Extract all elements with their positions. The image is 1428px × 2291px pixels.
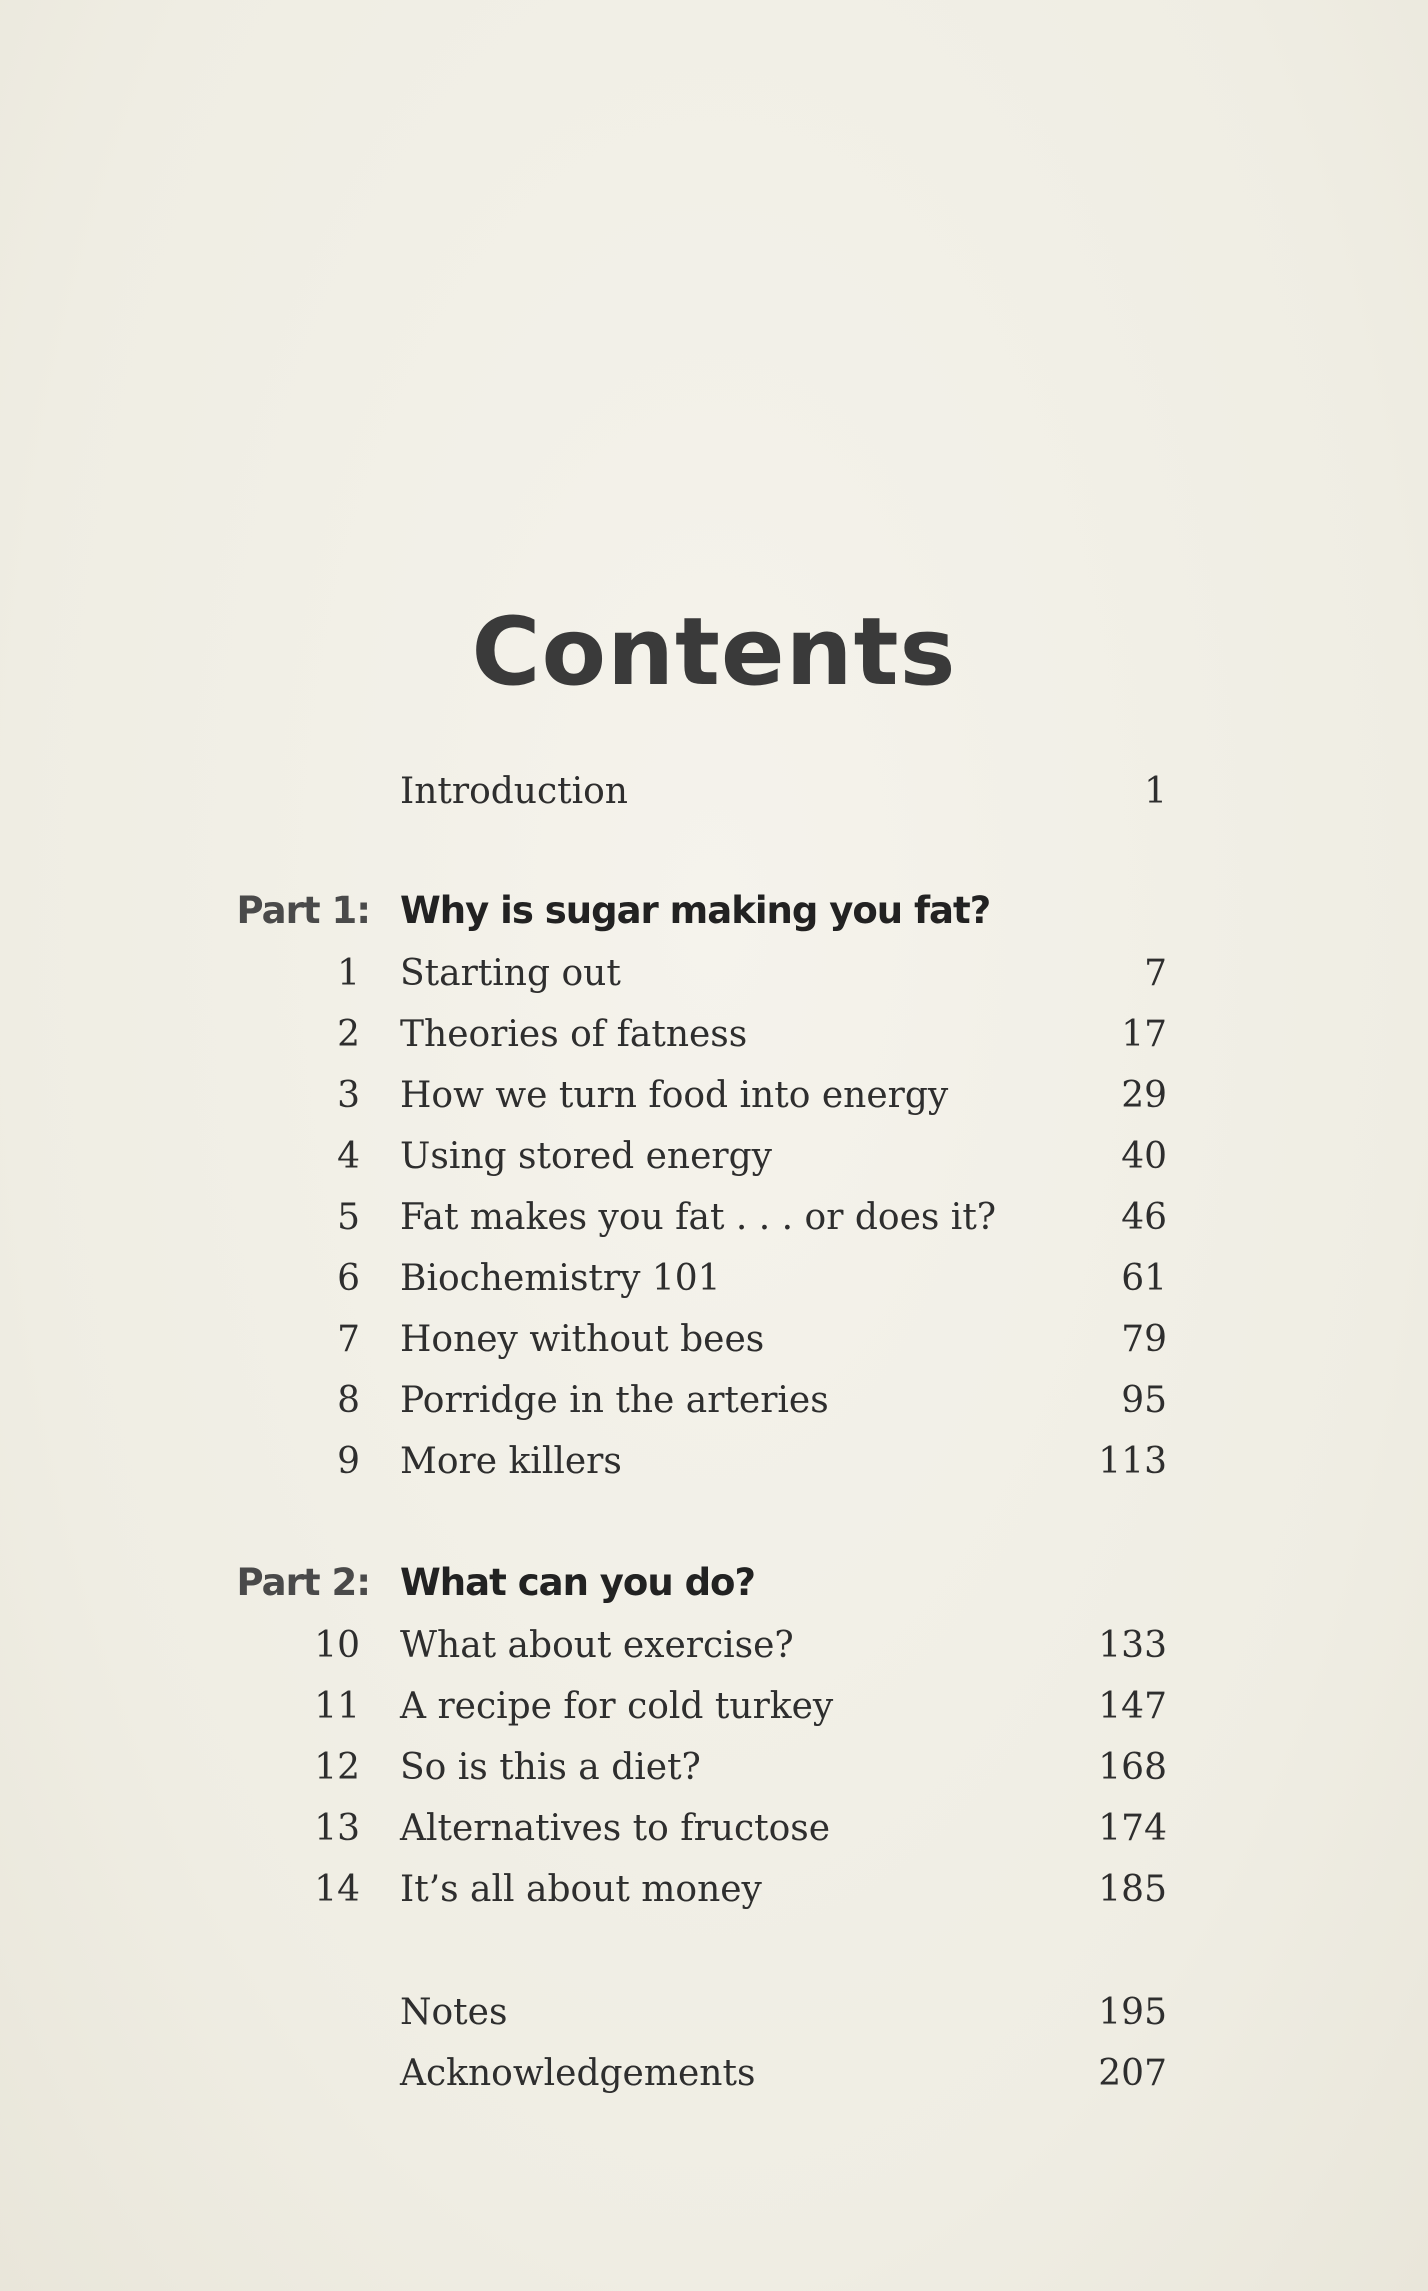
toc-page-number: 29 — [1121, 1075, 1167, 1116]
part-title: Why is sugar making you fat? — [400, 889, 991, 932]
toc-entry-label: Theories of fatness — [400, 1014, 748, 1055]
toc-page-number: 7 — [1144, 953, 1167, 994]
toc-entry[interactable] — [0, 1864, 1428, 1916]
toc-entry[interactable] — [0, 1253, 1428, 1305]
toc-entry[interactable] — [0, 948, 1428, 1000]
part-2-heading — [0, 1553, 1428, 1613]
toc-page-number: 61 — [1121, 1258, 1167, 1299]
toc-page-number: 79 — [1121, 1319, 1167, 1360]
toc-entry-label: It’s all about money — [400, 1869, 762, 1910]
toc-page-number: 1 — [1144, 771, 1167, 812]
toc-page-number: 168 — [1098, 1747, 1167, 1788]
chapter-number: 7 — [337, 1319, 360, 1360]
toc-entry-label: More killers — [400, 1441, 622, 1482]
toc-entry[interactable] — [0, 1803, 1428, 1855]
part-title: What can you do? — [400, 1561, 755, 1604]
toc-page-number: 113 — [1098, 1441, 1167, 1482]
toc-entry[interactable] — [0, 1742, 1428, 1794]
chapter-number: 2 — [337, 1014, 360, 1055]
toc-entry[interactable] — [0, 1070, 1428, 1122]
chapter-number: 9 — [337, 1441, 360, 1482]
toc-entry-notes[interactable] — [0, 1987, 1428, 2039]
chapter-number: 11 — [314, 1686, 360, 1727]
chapter-number: 14 — [314, 1869, 360, 1910]
toc-entry[interactable] — [0, 1436, 1428, 1488]
toc-entry-label: Acknowledgements — [400, 2053, 756, 2094]
toc-entry-label: Porridge in the arteries — [400, 1380, 829, 1421]
toc-entry-label: How we turn food into energy — [400, 1075, 949, 1116]
page-title: Contents — [471, 598, 957, 707]
toc-entry[interactable] — [0, 1681, 1428, 1733]
toc-entry[interactable] — [0, 1314, 1428, 1366]
toc-entry-label: What about exercise? — [400, 1625, 794, 1666]
toc-page-number: 185 — [1098, 1869, 1167, 1910]
part-label: Part 2: — [236, 1561, 370, 1604]
toc-page-number: 195 — [1098, 1992, 1167, 2033]
toc-entry-label: Honey without bees — [400, 1319, 765, 1360]
part-1-heading — [0, 881, 1428, 941]
toc-page-number: 95 — [1121, 1380, 1167, 1421]
toc-entry[interactable] — [0, 1192, 1428, 1244]
chapter-number: 3 — [337, 1075, 360, 1116]
chapter-number: 5 — [337, 1197, 360, 1238]
toc-page-number: 207 — [1098, 2053, 1167, 2094]
chapter-number: 1 — [337, 953, 360, 994]
toc-entry-label: Fat makes you fat . . . or does it? — [400, 1197, 997, 1238]
toc-page-number: 147 — [1098, 1686, 1167, 1727]
toc-page-number: 46 — [1121, 1197, 1167, 1238]
toc-page-number: 17 — [1121, 1014, 1167, 1055]
toc-page-number: 133 — [1098, 1625, 1167, 1666]
chapter-number: 13 — [314, 1808, 360, 1849]
chapter-number: 10 — [314, 1625, 360, 1666]
chapter-number: 4 — [337, 1136, 360, 1177]
toc-entry-introduction[interactable] — [0, 766, 1428, 818]
toc-entry-label: So is this a diet? — [400, 1747, 701, 1788]
toc-entry-label: Introduction — [400, 771, 628, 812]
toc-entry[interactable] — [0, 1620, 1428, 1672]
toc-entry-label: Notes — [400, 1992, 508, 2033]
toc-entry-label: A recipe for cold turkey — [400, 1686, 834, 1727]
toc-entry[interactable] — [0, 1131, 1428, 1183]
chapter-number: 12 — [314, 1747, 360, 1788]
toc-page-number: 174 — [1098, 1808, 1167, 1849]
toc-entry[interactable] — [0, 1375, 1428, 1427]
chapter-number: 6 — [337, 1258, 360, 1299]
toc-entry-label: Using stored energy — [400, 1136, 773, 1177]
part-label: Part 1: — [236, 889, 370, 932]
toc-entry-label: Alternatives to fructose — [400, 1808, 831, 1849]
chapter-number: 8 — [337, 1380, 360, 1421]
toc-entry-acknowledgements[interactable] — [0, 2048, 1428, 2100]
toc-page-number: 40 — [1121, 1136, 1167, 1177]
toc-entry-label: Starting out — [400, 953, 621, 994]
toc-entry[interactable] — [0, 1009, 1428, 1061]
toc-entry-label: Biochemistry 101 — [400, 1258, 721, 1299]
